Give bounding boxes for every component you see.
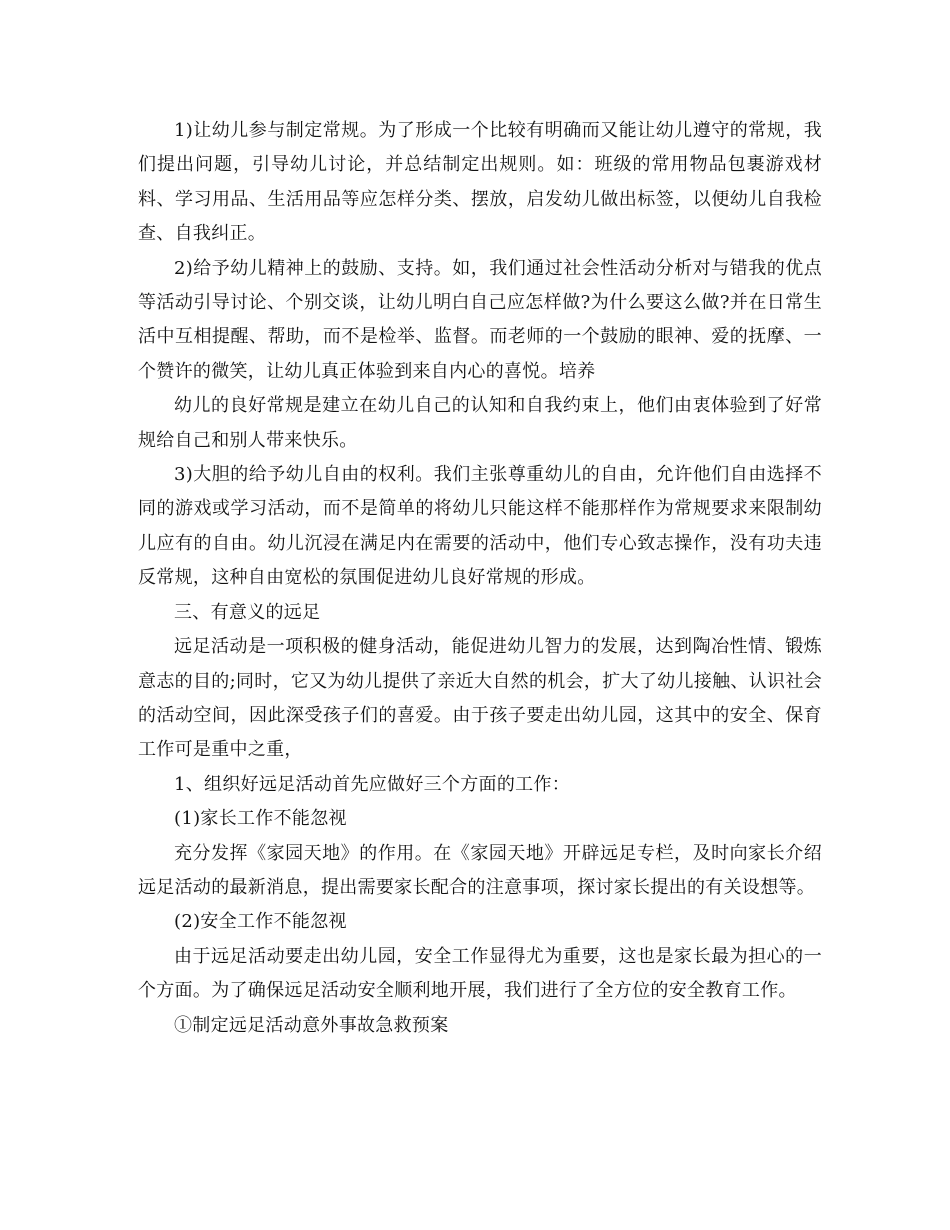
section-heading: 三、有意义的远足 [174, 601, 321, 623]
paragraph-1: 1)让幼儿参与制定常规。为了形成一个比较有明确而又能让幼儿遵守的常规，我们提出问题，引导幼儿讨论，并总结制定出规则。如：班级的常用物品包裹游戏材料、学习用品、生活用品等应怎样分类、摆放，启发幼儿做出标签，以便幼儿自我检查、自我纠正。 [138, 120, 822, 245]
paragraph-2: 2)给予幼儿精神上的鼓励、支持。如，我们通过社会性活动分析对与错我的优点等活动引导讨论、个别交谈，让幼儿明白自己应怎样做?为什么要这么做?并在日常生活中互相提醒、帮助，而不是检举、监督。而老师的一个鼓励的眼神、爱的抚摩、一个赞许的微笑，让幼儿真正体验到来自内心的喜悦。培养 [138, 257, 822, 382]
paragraph-4: 3)大胆的给予幼儿自由的权利。我们主张尊重幼儿的自由，允许他们自由选择不同的游戏或学习活动，而不是简单的将幼儿只能这样不能那样作为常规要求来限制幼儿应有的自由。幼儿沉浸在满足内在需要的活动中，他们专心致志操作，没有功夫违反常规，这种自由宽松的氛围促进幼儿良好常规的形成。 [138, 464, 822, 589]
subheading-1-2: (2)安全工作不能忽视 [174, 911, 347, 933]
list-item-1: ①制定远足活动意外事故急救预案 [174, 1014, 449, 1036]
paragraph-9: 充分发挥《家园天地》的作用。在《家园天地》开辟远足专栏，及时向家长介绍远足活动的最新消息，提出需要家长配合的注意事项，探讨家长提出的有关设想等。 [138, 842, 822, 898]
subheading-1-1: (1)家长工作不能忽视 [174, 808, 347, 830]
document-body [138, 114, 822, 1043]
paragraph-11: 由于远足活动要走出幼儿园，安全工作显得尤为重要，这也是家长最为担心的一个方面。为了确保远足活动安全顺利地开展，我们进行了全方位的安全教育工作。 [138, 945, 822, 1002]
paragraph-3: 幼儿的良好常规是建立在幼儿自己的认知和自我约束上，他们由衷体验到了好常规给自己和别人带来快乐。 [138, 395, 822, 451]
paragraph-6: 远足活动是一项积极的健身活动，能促进幼儿智力的发展，达到陶冶性情、锻炼意志的目的;同时，它又为幼儿提供了亲近大自然的机会，扩大了幼儿接触、认识社会的活动空间，因此深受孩子们的喜爱。由于孩子要走出幼儿园，这其中的安全、保育工作可是重中之重， [138, 636, 822, 761]
subheading-1: 1、组织好远足活动首先应做好三个方面的工作： [174, 773, 571, 795]
